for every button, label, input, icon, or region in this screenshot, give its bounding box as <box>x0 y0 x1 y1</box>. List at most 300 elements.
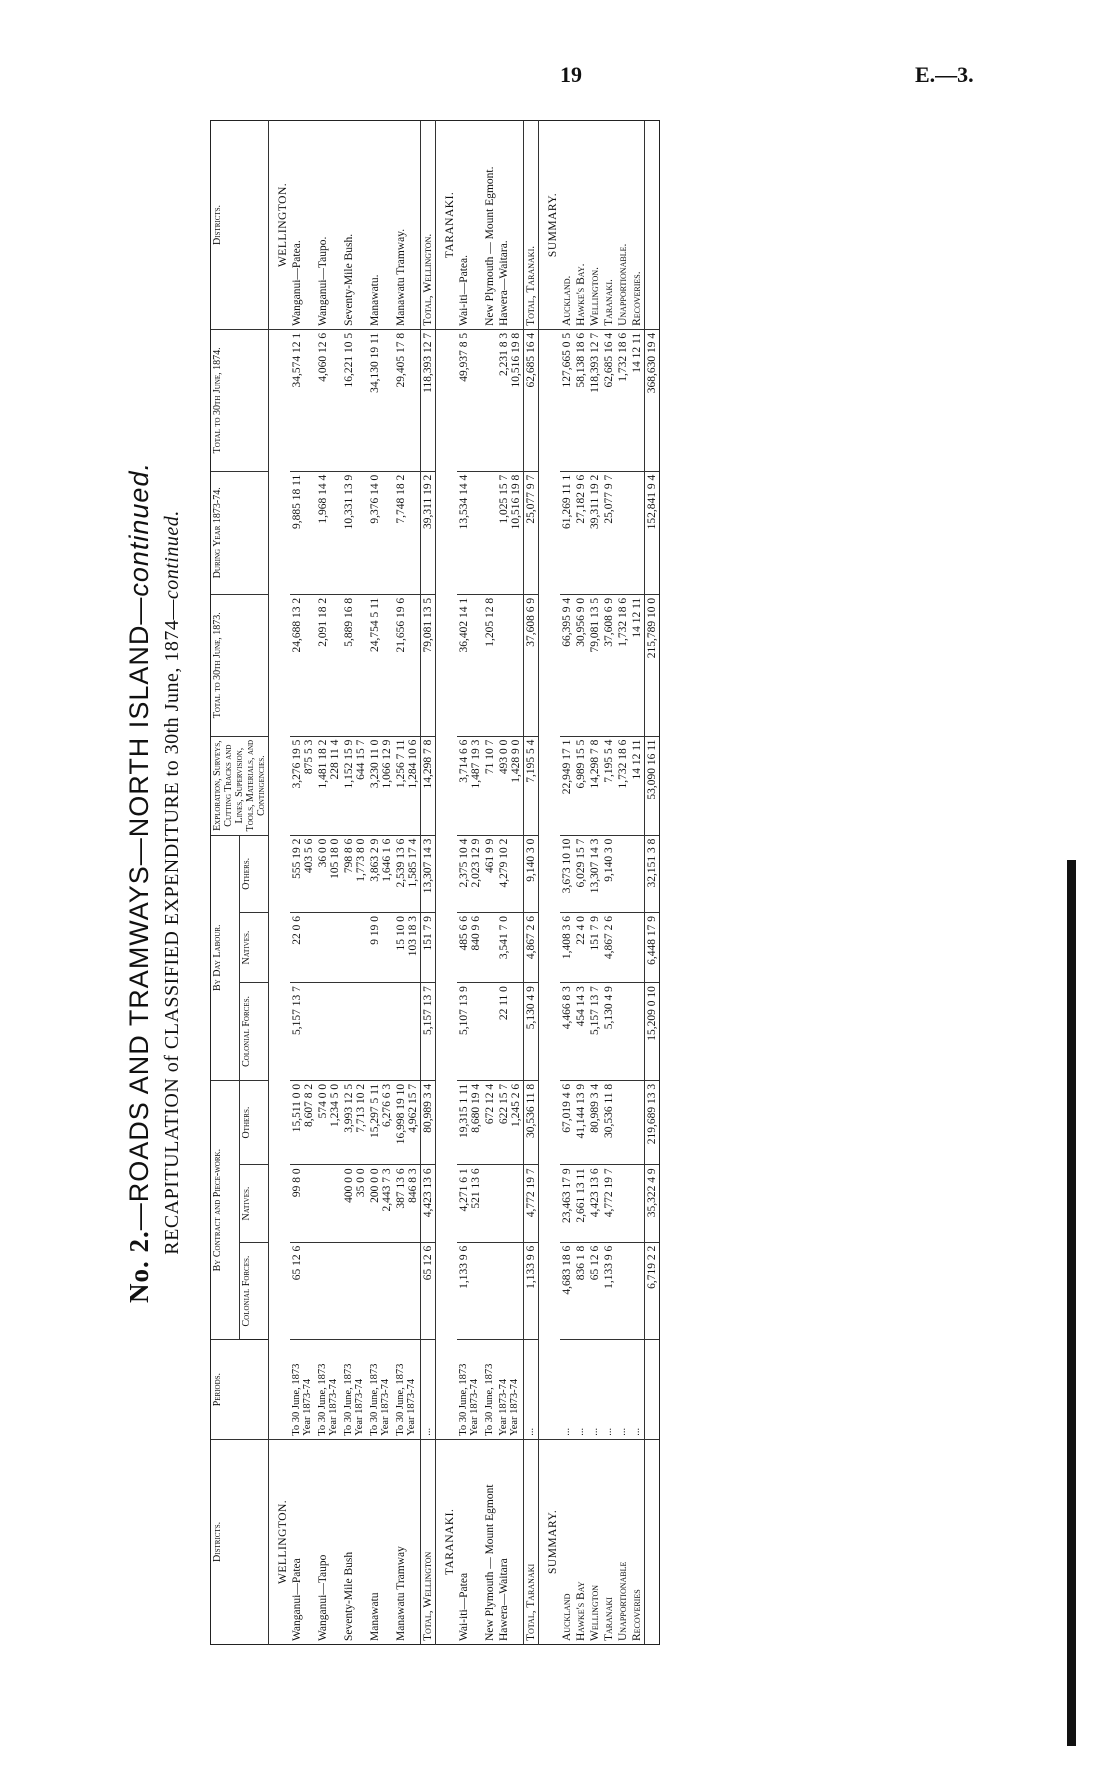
amount-cell-expl <box>342 736 368 835</box>
amount-line: 1,025 15 7 <box>498 474 510 524</box>
amount-cell-d-oth <box>645 835 660 912</box>
section-spacer <box>539 329 561 1439</box>
table-row <box>290 121 316 1645</box>
amount-cell-d-nat <box>588 912 602 982</box>
amount-cell-c-oth <box>560 1080 574 1165</box>
section-spacer <box>436 329 458 1439</box>
amount-cell-d-nat <box>497 912 524 982</box>
amount-line: 2,661 13 11 <box>575 1168 587 1223</box>
period-line: To 30 June, 1873 <box>291 1363 302 1436</box>
right-district: Manawatu. <box>368 121 394 330</box>
during-year-cell <box>497 471 524 594</box>
amount-line: 6,029 15 7 <box>575 838 587 888</box>
during-year-cell <box>316 471 342 594</box>
amount-line: 2,539 13 6 <box>395 838 407 888</box>
header-districts: Districts. <box>211 1439 269 1644</box>
header-by-day: By Day Labour. <box>211 835 240 1080</box>
period-line: To 30 June, 1873 <box>458 1363 469 1436</box>
right-district: Total, Wellington. <box>421 121 436 330</box>
total-1873-cell: 79,081 13 5 <box>588 594 602 736</box>
amount-line: 3,541 7 0 <box>498 915 510 960</box>
amount-cell-expl <box>497 736 524 835</box>
amount-cell-c-oth <box>316 1080 342 1165</box>
amount-line: 32,151 3 8 <box>646 838 658 888</box>
during-year-cell <box>602 471 616 594</box>
amount-line: 13,307 14 3 <box>422 838 434 894</box>
amount-cell-d-col <box>342 983 368 1081</box>
amount-cell-d-col <box>560 983 574 1081</box>
amount-cell-d-oth <box>574 835 588 912</box>
amount-cell-expl <box>394 736 421 835</box>
amount-line: 403 5 6 <box>303 838 315 874</box>
amount-line: 493 0 0 <box>498 739 510 775</box>
amount-line: 62,685 16 4 <box>525 332 537 388</box>
period-line: To 30 June, 1873 <box>395 1363 406 1436</box>
table-row <box>497 121 524 1645</box>
amount-line: 49,937 8 5 <box>458 332 470 382</box>
period-line: ... <box>561 1427 572 1436</box>
amount-cell-c-nat <box>316 1165 342 1242</box>
title-number: No. 2. <box>124 1230 154 1303</box>
amount-line: 53,090 16 11 <box>646 739 658 800</box>
amount-line: 1,245 2 6 <box>510 1083 522 1127</box>
amount-line: 1,428 9 0 <box>510 739 522 783</box>
district-name: Wanganui—Patea <box>290 1439 316 1644</box>
amount-cell-c-oth <box>290 1080 316 1165</box>
total-1874-cell <box>394 329 421 471</box>
amount-cell-d-col <box>574 983 588 1081</box>
amount-line: 3,714 6 6 <box>458 739 470 783</box>
amount-cell-c-col <box>290 1242 316 1340</box>
amount-cell-c-col <box>524 1242 539 1340</box>
amount-cell-c-nat <box>483 1165 497 1242</box>
amount-cell-d-col <box>457 983 483 1081</box>
period-line: Year 1873-74 <box>406 1378 417 1436</box>
total-1874-cell <box>602 329 616 471</box>
amount-line: 9,376 14 0 <box>369 474 381 524</box>
total-1873-cell: 21,656 19 6 <box>394 594 421 736</box>
amount-cell-d-col <box>368 983 394 1081</box>
title-text: —ROADS AND TRAMWAYS—NORTH ISLAND— <box>124 596 154 1231</box>
right-district: Unapportionable. <box>616 121 630 330</box>
amount-cell-c-col <box>574 1242 588 1340</box>
right-district: TARANAKI. <box>436 121 458 330</box>
table-row <box>602 121 616 1645</box>
amount-cell-expl <box>616 736 630 835</box>
period-line: ... <box>631 1427 642 1436</box>
amount-cell-expl <box>588 736 602 835</box>
amount-cell-d-oth <box>483 835 497 912</box>
amount-cell-expl <box>630 736 645 835</box>
during-year-cell <box>394 471 421 594</box>
amount-cell-d-col <box>316 983 342 1081</box>
amount-cell-d-nat <box>483 912 497 982</box>
header-total-1873: Total to 30th June, 1873. <box>211 594 269 736</box>
amount-cell-d-oth <box>316 835 342 912</box>
amount-line: 1,732 18 6 <box>617 739 629 789</box>
period-cell <box>645 1340 660 1439</box>
period-cell <box>457 1340 483 1439</box>
table-title <box>124 120 155 1645</box>
amount-line: 14,298 7 8 <box>589 739 601 789</box>
amount-cell-d-nat <box>602 912 616 982</box>
period-cell <box>483 1340 497 1439</box>
total-1873-cell: 37,608 6 9 <box>602 594 616 736</box>
amount-cell-d-nat <box>457 912 483 982</box>
amount-line: 644 15 7 <box>355 739 367 780</box>
total-1874-cell <box>457 329 483 471</box>
amount-cell-c-nat <box>630 1165 645 1242</box>
amount-line: 1,481 18 2 <box>317 739 329 789</box>
table-row <box>630 121 645 1645</box>
amount-line: 4,466 8 3 <box>561 986 573 1030</box>
amount-line: 574 0 0 <box>317 1083 329 1119</box>
header-by-contract: By Contract and Piece-work. <box>211 1080 240 1340</box>
amount-cell-d-nat <box>421 912 436 982</box>
table-row <box>483 121 497 1645</box>
amount-line: 2,375 10 4 <box>458 838 470 888</box>
amount-line: 5,157 13 7 <box>291 986 303 1035</box>
total-1873-cell: 66,395 9 4 <box>560 594 574 736</box>
period-line: Year 1873-74 <box>354 1378 365 1436</box>
total-1874-cell <box>560 329 574 471</box>
amount-cell-d-oth <box>342 835 368 912</box>
amount-line: 14 12 11 <box>631 332 643 373</box>
period-line: ... <box>422 1427 433 1436</box>
amount-line: 1,133 9 6 <box>525 1245 537 1289</box>
amount-line: 39,311 19 2 <box>422 474 434 529</box>
amount-line: 15,297 5 11 <box>369 1083 381 1139</box>
amount-cell-c-col <box>342 1242 368 1340</box>
during-year-cell <box>645 471 660 594</box>
total-1874-cell <box>290 329 316 471</box>
amount-cell-c-oth <box>421 1080 436 1165</box>
amount-line: 13,534 14 4 <box>458 474 470 530</box>
amount-line: 22 4 0 <box>575 915 587 945</box>
amount-line: 25,077 9 7 <box>525 474 537 524</box>
amount-cell-d-oth <box>421 835 436 912</box>
amount-line: 2,443 7 3 <box>381 1168 393 1212</box>
amount-cell-c-col <box>483 1242 497 1340</box>
amount-line: 1,133 9 6 <box>603 1245 615 1289</box>
amount-line: 5,130 4 9 <box>525 986 537 1030</box>
amount-cell-d-oth <box>497 835 524 912</box>
amount-line: 5,130 4 9 <box>603 986 615 1030</box>
period-line: Year 1873-74 <box>328 1378 339 1436</box>
district-name: Auckland <box>560 1439 574 1644</box>
total-1874-cell <box>616 329 630 471</box>
amount-line: 875 5 3 <box>303 739 315 775</box>
total-1873-cell: 1,732 18 6 <box>616 594 630 736</box>
amount-line: 65 12 6 <box>291 1245 303 1281</box>
amount-line: 34,130 19 11 <box>369 332 381 393</box>
period-cell <box>421 1340 436 1439</box>
subtitle-continued: continued. <box>161 510 183 600</box>
amount-cell-c-col <box>316 1242 342 1340</box>
amount-cell-c-col <box>421 1242 436 1340</box>
table-row <box>616 121 630 1645</box>
amount-cell-c-nat <box>368 1165 394 1242</box>
amount-cell-c-oth <box>616 1080 630 1165</box>
amount-cell-c-oth <box>574 1080 588 1165</box>
amount-line: 13,307 14 3 <box>589 838 601 894</box>
header-districts-right: Districts. <box>211 121 269 330</box>
district-name: Unapportionable <box>616 1439 630 1644</box>
amount-line: 1,646 1 6 <box>381 838 393 882</box>
amount-cell-c-col <box>368 1242 394 1340</box>
amount-line: 8,680 19 4 <box>470 1083 482 1133</box>
amount-cell-c-col <box>645 1242 660 1340</box>
district-name: Wellington <box>588 1439 602 1644</box>
amount-line: 9,885 18 11 <box>291 474 303 529</box>
amount-cell-d-oth <box>616 835 630 912</box>
period-cell <box>497 1340 524 1439</box>
total-1874-cell <box>630 329 645 471</box>
amount-line: 4,867 2 6 <box>603 915 615 960</box>
amount-line: 5,157 13 7 <box>589 986 601 1035</box>
right-district: Wellington. <box>588 121 602 330</box>
right-district: Auckland. <box>560 121 574 330</box>
amount-cell-c-nat <box>497 1165 524 1242</box>
amount-cell-d-nat <box>645 912 660 982</box>
amount-line: 30,536 11 8 <box>603 1083 615 1139</box>
amount-cell-d-oth <box>524 835 539 912</box>
table-row <box>316 121 342 1645</box>
period-cell <box>290 1340 316 1439</box>
table-body <box>269 121 660 1645</box>
amount-cell-c-nat <box>524 1165 539 1242</box>
amount-line: 368,630 19 4 <box>646 332 658 394</box>
amount-line: 35,322 4 9 <box>646 1168 658 1218</box>
amount-cell-c-col <box>394 1242 421 1340</box>
amount-line: 27,182 9 6 <box>575 474 587 524</box>
right-district: Seventy-Mile Bush. <box>342 121 368 330</box>
amount-cell-d-nat <box>524 912 539 982</box>
amount-line: 62,685 16 4 <box>603 332 615 388</box>
amount-cell-c-oth <box>497 1080 524 1165</box>
amount-cell-d-col <box>290 983 316 1081</box>
total-1873-cell: 30,956 9 0 <box>574 594 588 736</box>
amount-line: 80,989 3 4 <box>422 1083 434 1133</box>
during-year-cell <box>421 471 436 594</box>
total-1873-cell: 1,205 12 8 <box>483 594 497 736</box>
amount-cell-c-nat <box>421 1165 436 1242</box>
amount-cell-c-oth <box>630 1080 645 1165</box>
amount-cell-d-oth <box>394 835 421 912</box>
amount-line: 4,423 13 6 <box>422 1168 434 1218</box>
amount-line: 16,998 19 10 <box>395 1083 407 1145</box>
amount-cell-d-col <box>497 983 524 1081</box>
table-row <box>588 121 602 1645</box>
during-year-cell <box>630 471 645 594</box>
amount-cell-d-nat <box>560 912 574 982</box>
amount-line: 65 12 6 <box>589 1245 601 1281</box>
district-name: Recoveries <box>630 1439 645 1644</box>
amount-line: 22 11 0 <box>498 986 510 1021</box>
right-district <box>645 121 660 330</box>
header-exploration: Exploration, Surveys, Cutting Tracks and Lines, Supervision, Tools, Materials, and Contingencies. <box>211 736 269 835</box>
amount-cell-expl <box>368 736 394 835</box>
amount-line: 29,405 17 8 <box>395 332 407 388</box>
table-subtitle <box>161 120 184 1645</box>
amount-line: 127,665 0 5 <box>561 332 573 388</box>
amount-cell-d-nat <box>616 912 630 982</box>
period-line: To 30 June, 1873 <box>369 1363 380 1436</box>
amount-cell-d-col <box>645 983 660 1081</box>
amount-line: 15,511 0 0 <box>291 1083 303 1133</box>
right-district: Total, Taranaki. <box>524 121 539 330</box>
amount-cell-c-col <box>602 1242 616 1340</box>
header-day-natives: Natives. <box>240 912 269 982</box>
amount-line: 103 18 3 <box>407 915 419 957</box>
margin-rule <box>1067 860 1076 1746</box>
amount-line: 39,311 19 2 <box>589 474 601 529</box>
amount-cell-c-col <box>457 1242 483 1340</box>
amount-line: 3,230 11 0 <box>369 739 381 789</box>
period-line: ... <box>603 1427 614 1436</box>
total-1874-cell <box>574 329 588 471</box>
total-1873-cell: 215,789 10 0 <box>645 594 660 736</box>
right-district: Taranaki. <box>602 121 616 330</box>
amount-line: 152,841 9 4 <box>646 474 658 530</box>
period-cell <box>616 1340 630 1439</box>
amount-cell-c-oth <box>457 1080 483 1165</box>
amount-line: 35 0 0 <box>355 1168 367 1198</box>
period-line: ... <box>617 1427 628 1436</box>
total-row <box>524 121 539 1645</box>
right-district: Wai-iti—Patea. <box>457 121 483 330</box>
amount-line: 80,989 3 4 <box>589 1083 601 1133</box>
section-row <box>436 121 458 1645</box>
right-district: Recoveries. <box>630 121 645 330</box>
right-district: New Plymouth — Mount Egmont. <box>483 121 497 330</box>
during-year-cell <box>368 471 394 594</box>
amount-line: 1,487 19 3 <box>470 739 482 789</box>
amount-line: 2,023 12 9 <box>470 838 482 888</box>
amount-cell-d-nat <box>290 912 316 982</box>
district-name: Seventy-Mile Bush <box>342 1439 368 1644</box>
amount-line: 10,331 13 9 <box>343 474 355 530</box>
amount-line: 15,209 0 10 <box>646 986 658 1041</box>
amount-line: 1,066 12 9 <box>381 739 393 789</box>
amount-cell-c-oth <box>524 1080 539 1165</box>
amount-line: 840 9 6 <box>470 915 482 951</box>
amount-line: 1,284 10 6 <box>407 739 419 789</box>
period-line: To 30 June, 1873 <box>343 1363 354 1436</box>
amount-line: 6,989 15 5 <box>575 739 587 789</box>
amount-line: 387 13 6 <box>395 1168 407 1209</box>
amount-line: 1,408 3 6 <box>561 915 573 960</box>
during-year-cell <box>483 471 497 594</box>
total-1873-cell: 24,688 13 2 <box>290 594 316 736</box>
amount-cell-c-col <box>560 1242 574 1340</box>
total-1873-cell <box>497 594 524 736</box>
amount-line: 672 12 4 <box>484 1083 496 1125</box>
amount-line: 6,448 17 9 <box>646 915 658 965</box>
total-1873-cell: 79,081 13 5 <box>421 594 436 736</box>
right-district: Manawatu Tramway. <box>394 121 421 330</box>
amount-line: 14 12 11 <box>631 739 643 780</box>
during-year-cell <box>560 471 574 594</box>
district-name: New Plymouth — Mount Egmont <box>483 1439 497 1644</box>
amount-line: 34,574 12 1 <box>291 332 303 388</box>
amount-line: 485 6 6 <box>458 915 470 951</box>
amount-cell-d-col <box>630 983 645 1081</box>
period-line: To 30 June, 1873 <box>484 1363 495 1436</box>
amount-cell-d-nat <box>630 912 645 982</box>
page-number: 19 <box>560 62 582 87</box>
amount-cell-c-oth <box>394 1080 421 1165</box>
amount-cell-expl <box>421 736 436 835</box>
total-1873-cell: 14 12 11 <box>630 594 645 736</box>
amount-cell-c-col <box>588 1242 602 1340</box>
period-line: To 30 June, 1873 <box>317 1363 328 1436</box>
table-row <box>342 121 368 1645</box>
amount-line: 846 8 3 <box>407 1168 419 1203</box>
district-name: Hawke's Bay <box>574 1439 588 1644</box>
header-contract-natives: Natives. <box>240 1165 269 1242</box>
amount-cell-d-nat <box>574 912 588 982</box>
amount-line: 7,713 10 2 <box>355 1083 367 1133</box>
table-row <box>574 121 588 1645</box>
amount-cell-expl <box>560 736 574 835</box>
amount-line: 23,463 17 9 <box>561 1168 573 1223</box>
amount-line: 10,516 19 8 <box>510 332 522 388</box>
amount-cell-c-nat <box>588 1165 602 1242</box>
amount-cell-c-nat <box>342 1165 368 1242</box>
period-cell <box>342 1340 368 1439</box>
amount-cell-c-oth <box>645 1080 660 1165</box>
amount-cell-c-nat <box>290 1165 316 1242</box>
section-spacer <box>269 329 291 1439</box>
district-name: Wai-iti—Patea <box>457 1439 483 1644</box>
amount-line: 836 1 8 <box>575 1245 587 1281</box>
amount-cell-c-oth <box>588 1080 602 1165</box>
amount-line: 25,077 9 7 <box>603 474 615 524</box>
period-line: ... <box>575 1427 586 1436</box>
amount-cell-d-col <box>602 983 616 1081</box>
table-row <box>368 121 394 1645</box>
table-row <box>560 121 574 1645</box>
total-1873-cell: 2,091 18 2 <box>316 594 342 736</box>
amount-cell-c-nat <box>457 1165 483 1242</box>
amount-cell-expl <box>316 736 342 835</box>
district-name: Hawera—Waitara <box>497 1439 524 1644</box>
period-cell <box>574 1340 588 1439</box>
period-line: ... <box>525 1427 536 1436</box>
amount-cell-c-nat <box>574 1165 588 1242</box>
amount-line: 61,269 11 1 <box>561 474 573 529</box>
amount-line: 6,719 2 2 <box>646 1245 658 1289</box>
amount-line: 555 19 2 <box>291 838 303 879</box>
amount-line: 10,516 19 8 <box>510 474 522 530</box>
amount-line: 7,195 5 4 <box>603 739 615 783</box>
period-cell <box>560 1340 574 1439</box>
amount-line: 4,683 18 6 <box>561 1245 573 1295</box>
amount-cell-expl <box>290 736 316 835</box>
total-1873-cell: 37,608 6 9 <box>524 594 539 736</box>
amount-cell-c-col <box>616 1242 630 1340</box>
rotated-table-page <box>120 120 1015 1645</box>
header-contract-colonial: Colonial Forces. <box>240 1242 269 1340</box>
amount-cell-d-nat <box>316 912 342 982</box>
period-cell <box>316 1340 342 1439</box>
amount-line: 454 14 3 <box>575 986 587 1027</box>
amount-line: 461 9 9 <box>484 838 496 874</box>
section-heading: TARANAKI. <box>436 1439 458 1644</box>
period-line: Year 1873-74 <box>302 1378 313 1436</box>
right-district: Wanganui—Taupo. <box>316 121 342 330</box>
